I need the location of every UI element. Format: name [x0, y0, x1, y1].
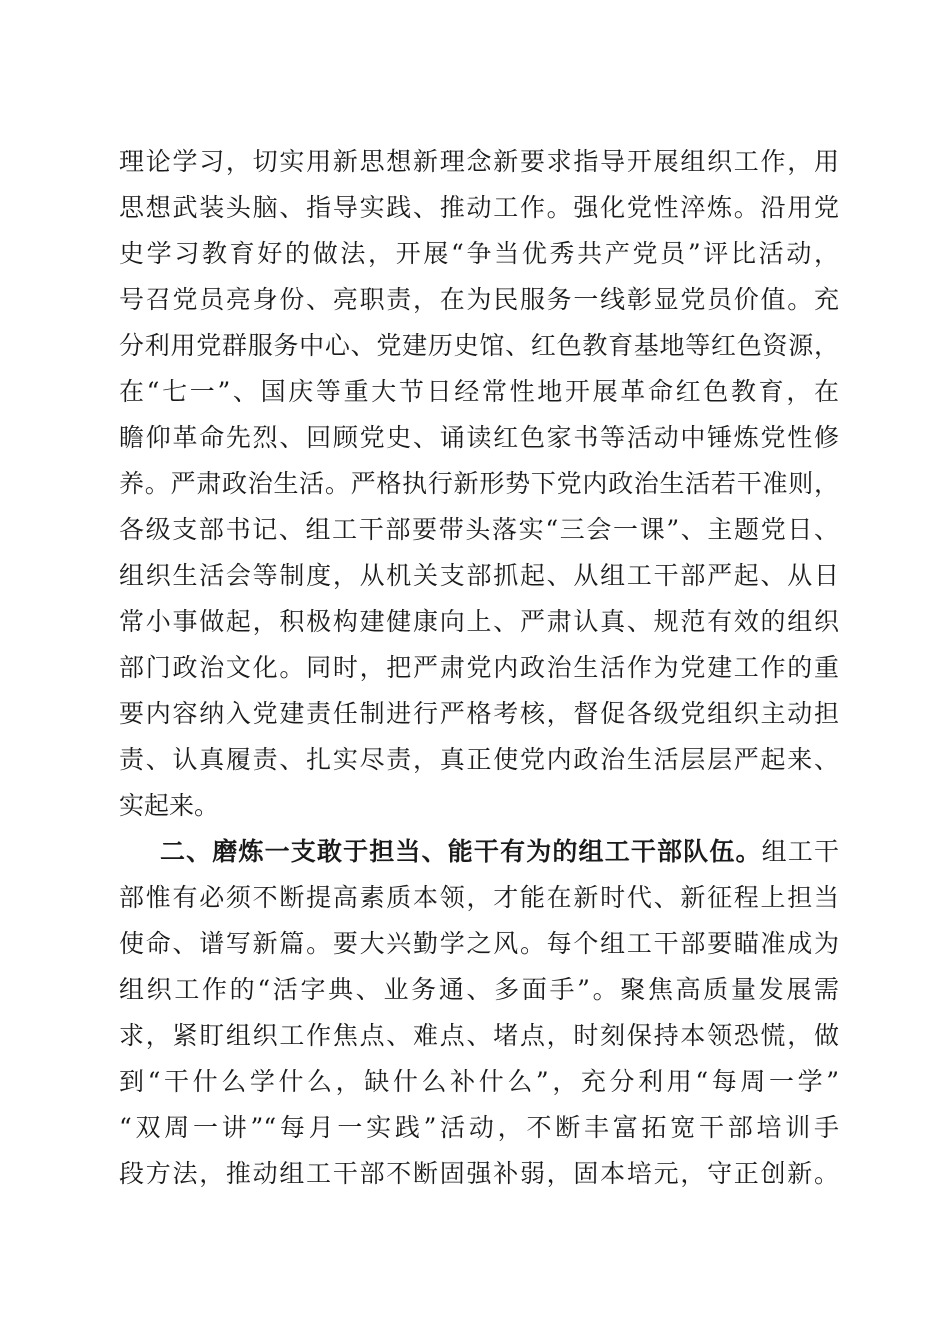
- text-line: 在“七一”、国庆等重大节日经常性地开展革命红色教育，在: [119, 377, 839, 406]
- text-line: 理论学习，切实用新思想新理念新要求指导开展组织工作，用: [119, 147, 839, 176]
- text-line: 养。严肃政治生活。严格执行新形势下党内政治生活若干准则，: [119, 469, 839, 498]
- text-line: 责、认真履责、扎实尽责，真正使党内政治生活层层严起来、: [119, 745, 839, 774]
- text-line: 各级支部书记、组工干部要带头落实“三会一课”、主题党日、: [119, 515, 839, 544]
- text-line: 号召党员亮身份、亮职责，在为民服务一线彰显党员价值。充: [119, 285, 839, 314]
- heading-line: [160, 829, 839, 875]
- text-line: 分利用党群服务中心、党建历史馆、红色教育基地等红色资源，: [119, 331, 839, 360]
- text-line: 常小事做起，积极构建健康向上、严肃认真、规范有效的组织: [119, 607, 839, 636]
- text-line: 瞻仰革命先烈、回顾党史、诵读红色家书等活动中锤炼党性修: [119, 423, 839, 452]
- text-line: 求，紧盯组织工作焦点、难点、堵点，时刻保持本领恐慌，做: [119, 1021, 839, 1050]
- text-line: 部惟有必须不断提高素质本领，才能在新时代、新征程上担当: [119, 883, 839, 912]
- section-heading: 二、磨炼一支敢于担当、能干有为的组工干部队伍。: [160, 837, 762, 866]
- text-line: 使命、谱写新篇。要大兴勤学之风。每个组工干部要瞄准成为: [119, 929, 839, 958]
- text-line: “双周一讲”“每月一实践”活动，不断丰富拓宽干部培训手: [119, 1113, 839, 1142]
- text-line: 实起来。: [119, 791, 220, 820]
- text-line: 史学习教育好的做法，开展“争当优秀共产党员”评比活动，: [119, 239, 839, 268]
- text-line: 思想武装头脑、指导实践、推动工作。强化党性淬炼。沿用党: [119, 193, 839, 222]
- text-line: 要内容纳入党建责任制进行严格考核，督促各级党组织主动担: [119, 699, 839, 728]
- text-line: 组织生活会等制度，从机关支部抓起、从组工干部严起、从日: [119, 561, 839, 590]
- text-line: 组织工作的“活字典、业务通、多面手”。聚焦高质量发展需: [119, 975, 839, 1004]
- text-line: 部门政治文化。同时，把严肃党内政治生活作为党建工作的重: [119, 653, 839, 682]
- heading-line-rest: 组工干: [761, 837, 839, 866]
- text-line: 段方法，推动组工干部不断固强补弱，固本培元，守正创新。: [119, 1159, 839, 1188]
- text-line: 到“干什么学什么，缺什么补什么”，充分利用“每周一学”: [119, 1067, 839, 1096]
